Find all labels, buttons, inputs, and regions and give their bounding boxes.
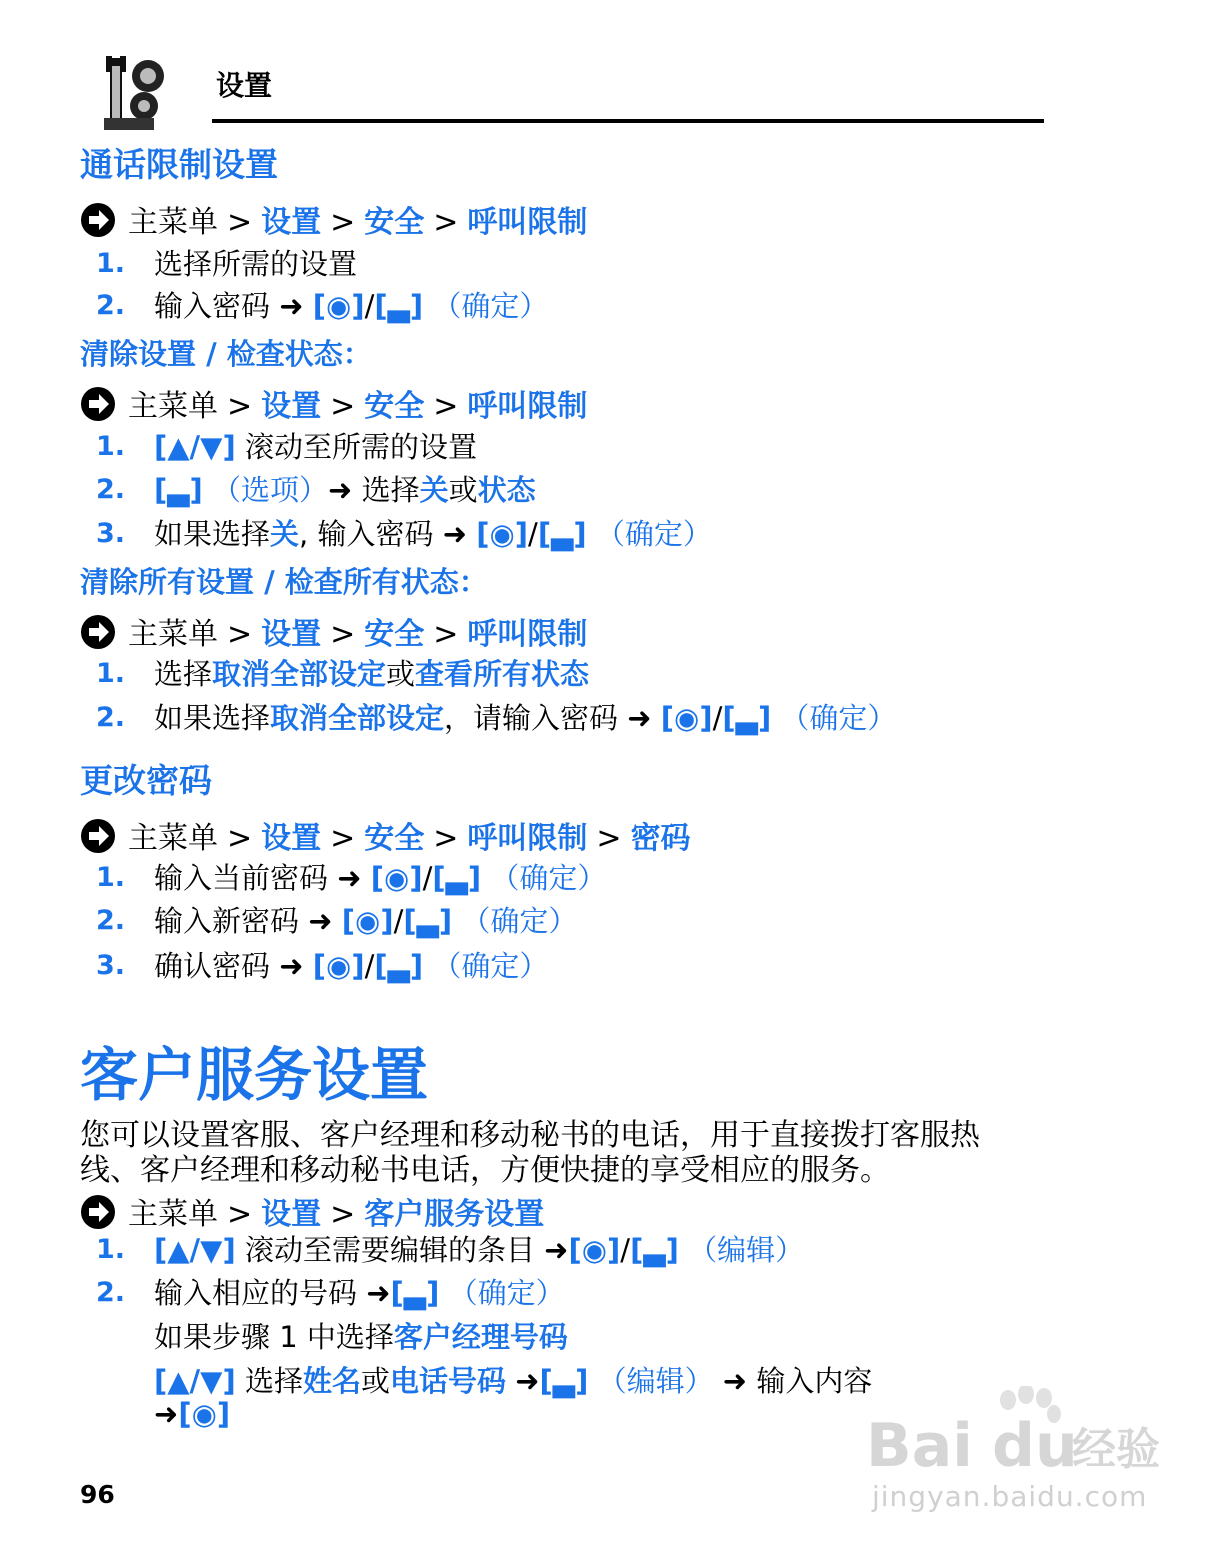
menu-settings: 设置	[261, 1197, 322, 1232]
step-text	[154, 904, 578, 938]
confirm-label: （确定）	[461, 904, 578, 938]
step-label: 选择	[361, 473, 420, 507]
sep: >	[227, 821, 253, 856]
step-number: 2.	[96, 905, 126, 936]
confirm-label: （确定）	[780, 701, 897, 735]
menu-path	[80, 818, 691, 854]
step-number: 1.	[96, 862, 126, 893]
sep: >	[433, 205, 459, 240]
soft-key-icon: [▃]	[154, 473, 203, 507]
sep: >	[227, 1197, 253, 1232]
ok-key-icon: [◉]	[660, 701, 713, 735]
intro-paragraph	[80, 1118, 1070, 1188]
menu-root: 主菜单	[128, 1197, 218, 1232]
sep: >	[330, 617, 356, 652]
ok-key-icon: [◉]	[312, 289, 365, 323]
svg-text:Bai: Bai	[866, 1411, 973, 1478]
step-text: 选择所需的设置	[154, 247, 358, 281]
confirm-label: （确定）	[595, 517, 712, 551]
ok-key-icon: [◉]	[178, 1397, 231, 1431]
menu-root: 主菜单	[128, 205, 218, 240]
soft-key-icon: [▃]	[374, 949, 424, 983]
page-number: 96	[80, 1480, 115, 1509]
menu-call-barring: 呼叫限制	[467, 389, 588, 424]
menu-arrow-icon	[80, 1194, 116, 1230]
section-title-clear: 清除设置 / 检查状态：	[80, 337, 372, 371]
slash: /	[712, 701, 723, 735]
step-number: 1.	[96, 1234, 126, 1265]
step-label: 输入相应的号码	[154, 1276, 358, 1310]
section-title-change-password: 更改密码	[80, 761, 212, 800]
step-text	[154, 517, 712, 551]
step-label: 选择	[154, 657, 213, 691]
paragraph-line: 您可以设置客服、客户经理和移动秘书的电话，用于直接拨打客服热	[80, 1118, 980, 1153]
updown-key-icon: [▲/▼]	[154, 1233, 236, 1267]
menu-settings: 设置	[261, 821, 322, 856]
paragraph-line: 线、客户经理和移动秘书电话，方便快捷的享受相应的服务。	[80, 1153, 890, 1188]
step-label: 输入新密码	[154, 904, 300, 938]
step-number: 1.	[96, 431, 126, 462]
arrow-icon: ➜	[515, 1364, 540, 1398]
menu-call-barring: 呼叫限制	[467, 205, 588, 240]
name-label: 姓名	[302, 1364, 361, 1398]
slash: /	[620, 1233, 631, 1267]
sep: >	[227, 205, 253, 240]
menu-arrow-icon	[80, 386, 116, 422]
sep: >	[227, 389, 253, 424]
soft-key-icon: [▃]	[539, 1364, 589, 1398]
step-text	[154, 1320, 568, 1354]
menu-security: 安全	[364, 205, 425, 240]
step-label: 如果步骤 1 中选择	[154, 1320, 394, 1354]
menu-call-barring: 呼叫限制	[467, 821, 588, 856]
sep: >	[433, 821, 459, 856]
sep: >	[330, 389, 356, 424]
cancel-all-label: 取消全部设定	[270, 701, 445, 735]
step-text	[154, 289, 549, 323]
off-label: 关	[270, 517, 300, 551]
menu-root: 主菜单	[128, 821, 218, 856]
sep: >	[433, 389, 459, 424]
arrow-icon: ➜	[328, 473, 353, 507]
menu-call-barring: 呼叫限制	[467, 617, 588, 652]
menu-root: 主菜单	[128, 389, 218, 424]
menu-settings: 设置	[261, 389, 322, 424]
ok-key-icon: [◉]	[568, 1233, 621, 1267]
step-text	[154, 949, 549, 983]
arrow-icon: ➜	[722, 1364, 748, 1398]
step-text	[154, 1233, 805, 1267]
baidu-watermark	[862, 1386, 1162, 1516]
menu-settings: 设置	[261, 205, 322, 240]
ok-key-icon: [◉]	[341, 904, 394, 938]
menu-path	[80, 614, 587, 650]
slash: /	[364, 289, 375, 323]
view-all-label: 查看所有状态	[415, 657, 590, 691]
watermark-url: jingyan.baidu.com	[872, 1480, 1148, 1513]
or-label: 或	[360, 1364, 390, 1398]
menu-security: 安全	[364, 821, 425, 856]
step-label: 输入密码	[154, 289, 271, 323]
step-number: 1.	[96, 658, 126, 689]
step-text	[154, 1397, 231, 1431]
menu-security: 安全	[364, 389, 425, 424]
arrow-icon: ➜	[544, 1233, 569, 1267]
step-number: 3.	[96, 518, 126, 549]
arrow-icon: ➜	[279, 949, 304, 983]
menu-path	[80, 202, 587, 238]
or-label: 或	[448, 473, 478, 507]
step-label: 如果选择	[154, 701, 271, 735]
manager-number-label: 客户经理号码	[393, 1320, 568, 1354]
soft-key-icon: [▃]	[630, 1233, 679, 1267]
menu-arrow-icon	[80, 614, 116, 650]
arrow-icon: ➜	[308, 904, 333, 938]
sep: >	[433, 617, 459, 652]
arrow-icon: ➜	[442, 517, 467, 551]
sep: >	[330, 1197, 356, 1232]
step-text	[154, 1276, 565, 1310]
slash: /	[422, 861, 433, 895]
updown-key-icon: [▲/▼]	[154, 430, 236, 464]
soft-key-icon: [▃]	[537, 517, 587, 551]
step-number: 1.	[96, 248, 126, 279]
step-number: 2.	[96, 474, 126, 505]
confirm-label: （确定）	[432, 289, 549, 323]
svg-text:经验: 经验	[1072, 1424, 1160, 1475]
step-label: 如果选择	[154, 517, 271, 551]
sep: >	[330, 205, 356, 240]
soft-key-icon: [▃]	[432, 861, 482, 895]
settings-tools-icon	[104, 56, 172, 132]
step-number: 2.	[96, 702, 126, 733]
menu-password: 密码	[630, 821, 691, 856]
sep: >	[227, 617, 253, 652]
section-title-call-barring: 通话限制设置	[80, 145, 278, 184]
updown-key-icon: [▲/▼]	[154, 1364, 236, 1398]
arrow-icon: ➜	[337, 861, 362, 895]
step-label: 滚动至所需的设置	[244, 430, 477, 464]
option-label: （选项）	[212, 473, 329, 507]
confirm-label: （确定）	[490, 861, 607, 895]
sep: >	[596, 821, 622, 856]
section-title-customer-service: 客户服务设置	[80, 1041, 429, 1109]
step-text	[154, 861, 607, 895]
menu-arrow-icon	[80, 818, 116, 854]
step-label: , 输入密码	[299, 517, 434, 551]
slash: /	[528, 517, 538, 551]
edit-label: （编辑）	[688, 1233, 805, 1267]
step-label: 输入当前密码	[154, 861, 329, 895]
step-text	[154, 473, 536, 507]
header-divider	[212, 119, 1044, 123]
ok-key-icon: [◉]	[312, 949, 365, 983]
section-title-clear-all: 清除所有设置 / 检查所有状态：	[80, 565, 488, 599]
status-label: 状态	[477, 473, 536, 507]
svg-text:du: du	[992, 1411, 1078, 1478]
menu-path	[80, 1194, 544, 1230]
step-label: ，请输入密码	[444, 701, 619, 735]
soft-key-icon: [▃]	[374, 289, 424, 323]
ok-key-icon: [◉]	[370, 861, 423, 895]
menu-path	[80, 386, 587, 422]
arrow-icon: ➜	[627, 701, 652, 735]
step-label: 选择	[244, 1364, 303, 1398]
menu-settings: 设置	[261, 617, 322, 652]
cancel-all-label: 取消全部设定	[212, 657, 387, 691]
step-text	[154, 657, 590, 691]
step-number: 3.	[96, 950, 126, 981]
step-label: 滚动至需要编辑的条目	[244, 1233, 535, 1267]
arrow-icon: ➜	[279, 289, 304, 323]
step-text	[154, 430, 477, 464]
phone-label: 电话号码	[389, 1364, 506, 1398]
step-number: 2.	[96, 290, 126, 321]
ok-key-icon: [◉]	[476, 517, 529, 551]
menu-arrow-icon	[80, 202, 116, 238]
step-text	[154, 1364, 873, 1398]
confirm-label: （确定）	[448, 1276, 565, 1310]
step-label: 输入内容	[756, 1364, 873, 1398]
slash: /	[393, 904, 404, 938]
step-text	[154, 701, 897, 735]
soft-key-icon: [▃]	[722, 701, 772, 735]
page-title: 设置	[216, 69, 273, 102]
slash: /	[364, 949, 375, 983]
edit-label: （编辑）	[597, 1364, 714, 1398]
sep: >	[330, 821, 356, 856]
baidu-paw-logo-icon	[862, 1386, 1162, 1478]
step-number: 2.	[96, 1277, 126, 1308]
step-label: 确认密码	[154, 949, 271, 983]
menu-root: 主菜单	[128, 617, 218, 652]
or-label: 或	[386, 657, 416, 691]
arrow-icon: ➜	[154, 1397, 179, 1431]
soft-key-icon: [▃]	[390, 1276, 440, 1310]
off-label: 关	[419, 473, 449, 507]
menu-customer-service: 客户服务设置	[364, 1197, 545, 1232]
soft-key-icon: [▃]	[403, 904, 453, 938]
arrow-icon: ➜	[366, 1276, 391, 1310]
menu-security: 安全	[364, 617, 425, 652]
confirm-label: （确定）	[432, 949, 549, 983]
